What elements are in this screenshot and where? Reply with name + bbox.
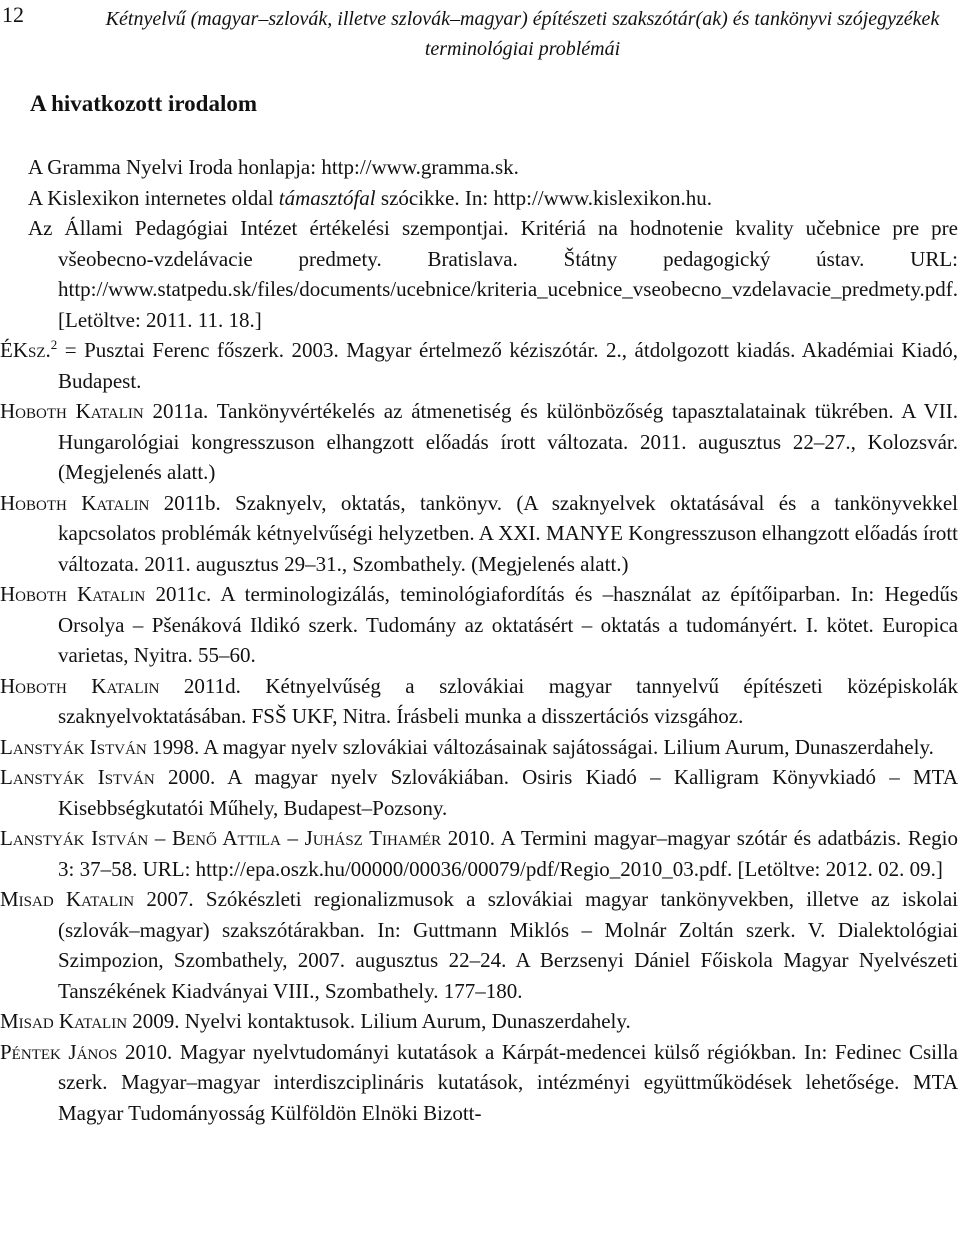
reference-author: Péntek János xyxy=(0,1039,118,1064)
reference-item: Lanstyák István – Benő Attila – Juhász Tihamér 2010. A Termini magyar–magyar szótár és adatbázis. Regio 3: 37–58. URL: http://epa.oszk.hu/00000/00036/00079/pdf/Regio_2010_03.pdf. [Letöltve: 2012. 02. 09.] xyxy=(0,826,958,881)
superscript: 2 xyxy=(50,337,58,352)
reference-author: Hoboth Katalin xyxy=(0,582,146,606)
reference-item: Lanstyák István 2000. A magyar nyelv Szlovákiában. Osiris Kiadó – Kalligram Könyvkiadó – MTA Kisebbségkutatói Műhely, Budapest–Pozsony. xyxy=(0,765,958,820)
page-number: 12 xyxy=(2,2,24,27)
reference-author: Misad Katalin xyxy=(0,1009,128,1033)
running-header: Kétnyelvű (magyar–szlovák, illetve szlovák–magyar) építészeti szakszótár(ak) és tankönyvi szójegyzékek terminológiai problémái xyxy=(105,8,940,60)
reference-author: Lanstyák István – Benő Attila – Juhász Tihamér xyxy=(0,826,442,850)
reference-author: ÉKsz. xyxy=(0,338,51,362)
reference-item: Hoboth Katalin 2011c. A terminologizálás, teminológiafordítás és –használat az építőiparban. In: Hegedűs Orsolya – Pšenáková Ildikó szerk. Tudomány az oktatásért – oktatás a tudományért. I. kötet. Europica varietas, Nyitra. 55–60. xyxy=(0,582,958,667)
reference-item: Misad Katalin 2009. Nyelvi kontaktusok. Lilium Aurum, Dunaszerdahely. xyxy=(0,1009,631,1033)
reference-author: Lanstyák István xyxy=(0,734,147,759)
reference-item: Péntek János 2010. Magyar nyelvtudományi kutatások a Kárpát-medencei külső régiókban. In: Fedinec Csilla szerk. Magyar–magyar interdiszciplináris kutatások, intézményi együttműködések lehetősége. MTA Magyar Tudományosság Külföldön Elnöki Bizott- xyxy=(0,1039,958,1125)
reference-item: ÉKsz.$^2$ = Pusztai Ferenc főszerk. 2003. Magyar értelmező kéziszótár. 2., átdolgozott kiadás. Akadémiai Kiadó, Budapest. xyxy=(0,337,958,393)
reference-item: Hoboth Katalin 2011b. Szaknyelv, oktatás, tankönyv. (A szaknyelvek oktatásával és a tankönyvekkel kapcsolatos problémák kétnyelvűségi helyzetben. A XXI. MANYE Kongresszuson elhangzott előadás írott változata. 2011. augusztus 29–31., Szombathely. (Megjelenés alatt.) xyxy=(0,490,958,576)
reference-item: A Kislexikon internetes oldal támasztófal szócikke. In: http://www.kislexikon.hu. xyxy=(28,185,713,210)
reference-author: Hoboth Katalin xyxy=(0,399,144,423)
reference-item: Hoboth Katalin 2011d. Kétnyelvűség a szlovákiai magyar tannyelvű építészeti középiskolák szaknyelvoktatásában. FSŠ UKF, Nitra. Írásbeli munka a disszertációs vizsgához. xyxy=(0,673,959,728)
reference-item: Lanstyák István 1998. A magyar nyelv szlovákiai változásainak sajátosságai. Lilium Aurum, Dunaszerdahely. xyxy=(0,734,934,759)
reference-author: Hoboth Katalin xyxy=(0,673,160,698)
reference-author: Lanstyák István xyxy=(0,765,155,789)
reference-item: A Gramma Nyelvi Iroda honlapja: http://www.gramma.sk. xyxy=(28,155,519,179)
reference-item: Az Állami Pedagógiai Intézet értékelési szempontjai. Kritériá na hodnotenie kvality učebnice pre pre všeobecno-vzdelávacie predmety. Bratislava. Štátny pedagogický ústav. URL: http://www.statpedu.sk/files/documents/ucebnice/kriteria_ucebnice_vseobecno_vzdelavacie_predmety.pdf. [Letöltve: 2011. 11. 18.] xyxy=(28,216,958,332)
reference-item: Misad Katalin 2007. Szókészleti regionalizmusok a szlovákiai magyar tankönyvekben, illetve az iskolai (szlovák–magyar) szakszótárakban. In: Guttmann Miklós – Molnár Zoltán szerk. V. Dialektológiai Szimpozion, Szombathely, 2007. augusztus 22–24. A Berzsenyi Dániel Főiskola Magyar Nyelvészeti Tanszékének Kiadványai VIII., Szombathely. 177–180. xyxy=(0,887,958,1003)
reference-author: Hoboth Katalin xyxy=(0,490,150,515)
reference-item: Hoboth Katalin 2011a. Tankönyvértékelés az átmenetiség és különbözőség tapasztalatainak tükrében. A VII. Hungarológiai kongresszuson elhangzott előadás írott változata. 2011. augusztus 22–27., Kolozsvár. (Megjelenés alatt.) xyxy=(0,399,959,484)
reference-list xyxy=(0,152,958,1128)
reference-author: Misad Katalin xyxy=(0,887,135,911)
section-title: A hivatkozott irodalom xyxy=(30,91,258,116)
